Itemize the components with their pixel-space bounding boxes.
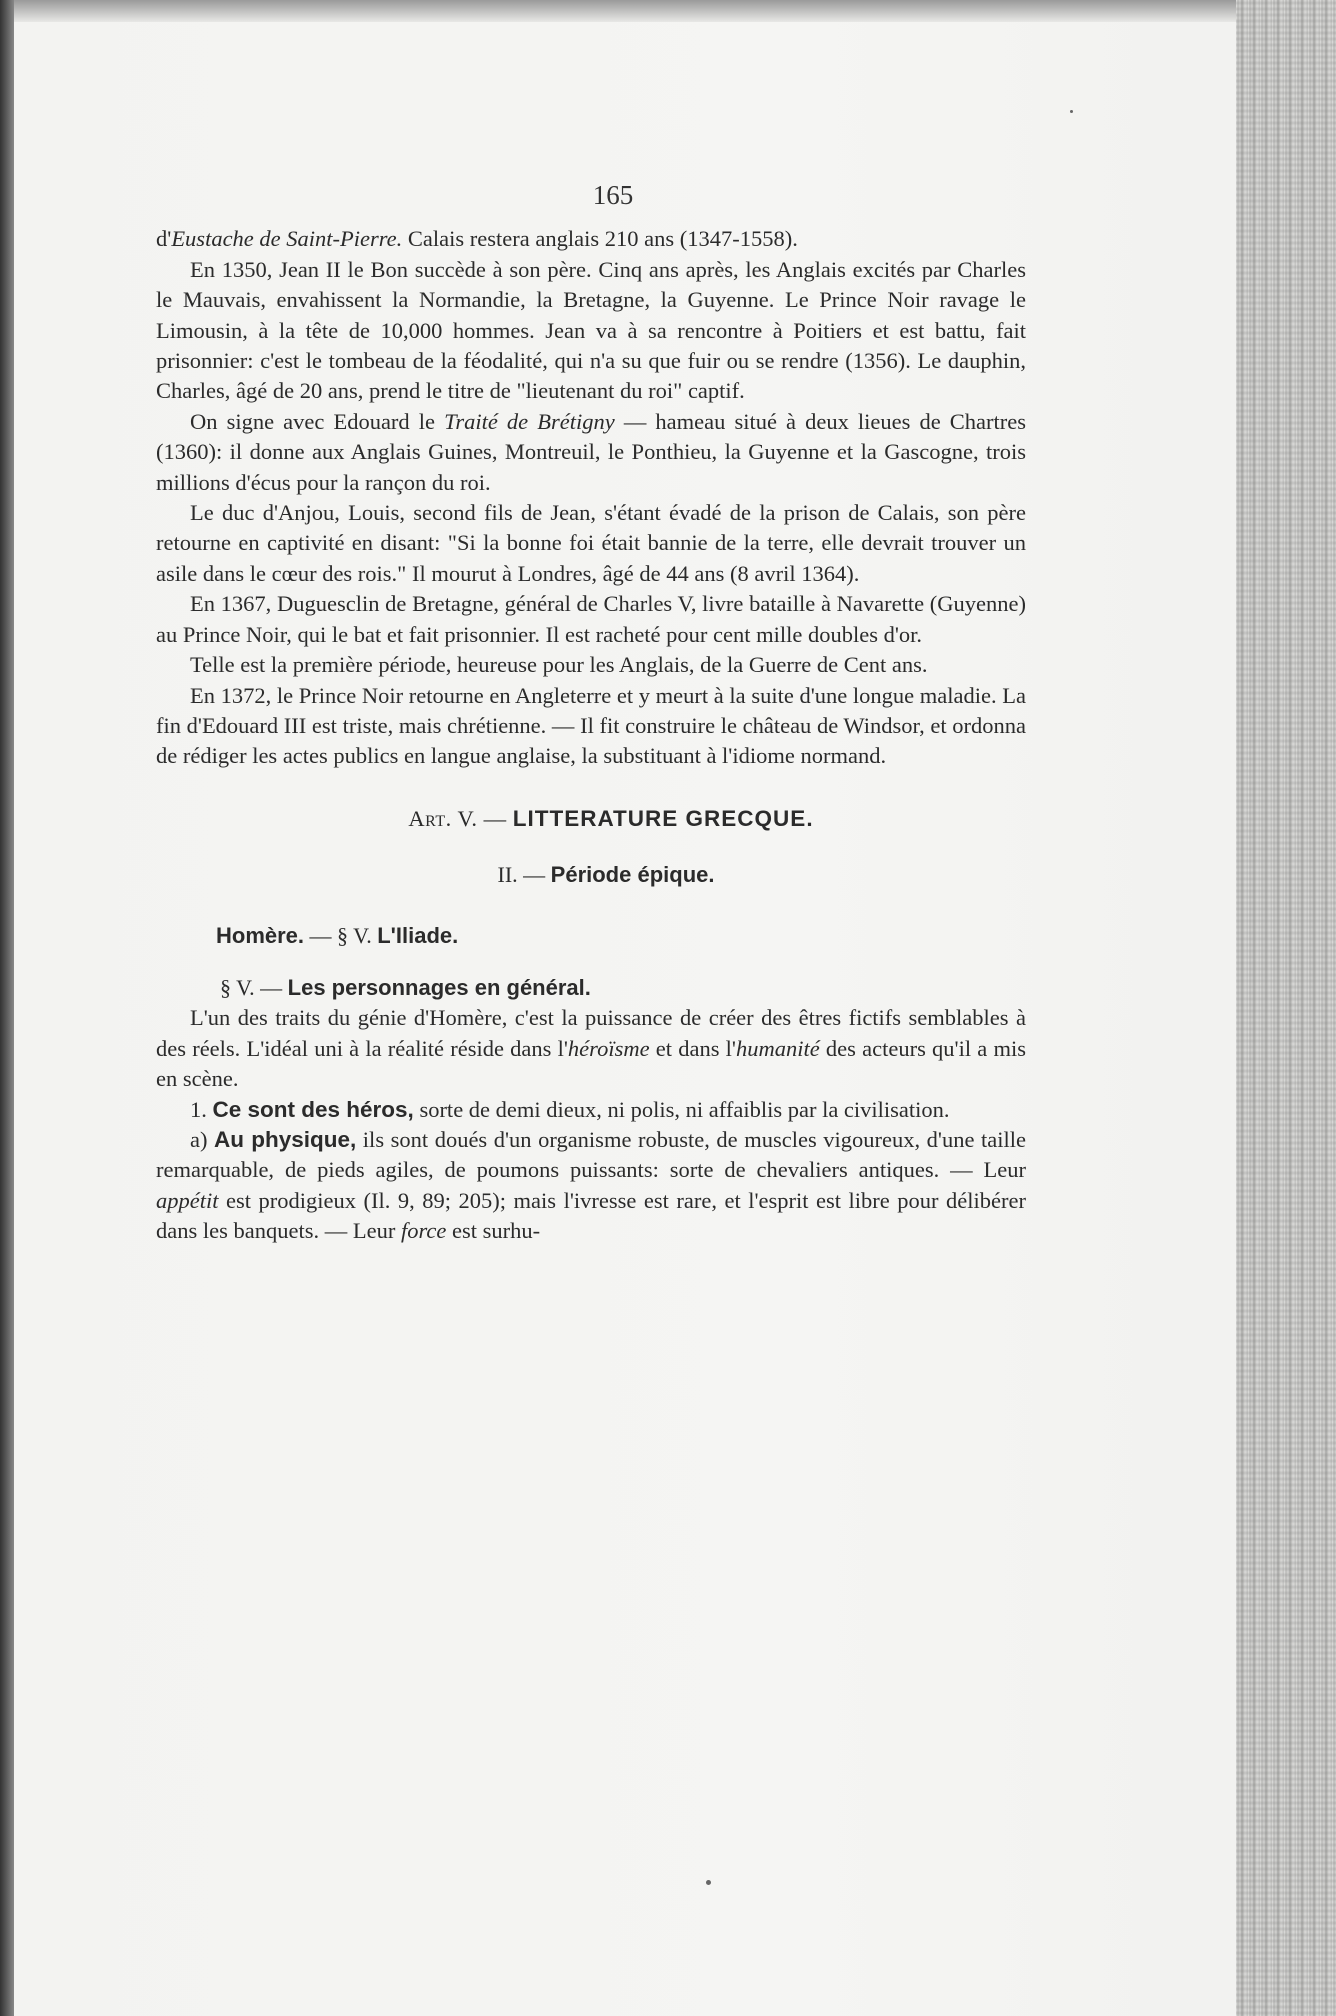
scan-left-edge <box>0 0 14 2016</box>
section-heading-prefix: § V. — <box>220 974 288 1000</box>
paragraph <box>156 498 1026 589</box>
text-run: est surhu- <box>446 1218 541 1244</box>
article-heading <box>156 804 1026 834</box>
period-heading <box>156 860 1026 890</box>
text-run: — hameau situé à deux lieues de Chartres (1360): il donne aux Anglais Guines, Montreuil, le Ponthieu, la Guyenne et la Gascogne, trois millions d'écus pour la rançon du roi. <box>156 408 1027 495</box>
book-page-edges <box>1236 0 1336 2016</box>
homer-heading-name: Homère. <box>216 922 305 948</box>
paragraph <box>156 255 1026 407</box>
text-run: d' <box>156 226 172 252</box>
text-run: Le duc d'Anjou, Louis, second fils de Jean, s'étant évadé de la prison de Calais, son père retourne en captivité en disant: "Si la bonne foi était bannie de la terre, elle devrait trouver un asile dans le cœur des rois." Il mourut à Londres, âgé de 44 ans (8 avril 1364). <box>156 500 1026 586</box>
section-heading-title: Les personnages en général. <box>287 974 591 1000</box>
literature-paragraphs <box>156 1003 1026 1246</box>
italic-run: force <box>400 1218 447 1244</box>
homer-heading-title: L'Iliade. <box>377 922 459 948</box>
paragraph <box>156 589 1026 650</box>
text-run: ils sont doués d'un organisme robuste, de muscles vigoureux, d'une taille remarquable, de pieds agiles, de poumons puissants: sorte de chevaliers antiques. — Leur <box>156 1126 1027 1183</box>
text-run: a) <box>190 1126 215 1152</box>
text-run: sorte de demi dieux, ni polis, ni affaiblis par la civilisation. <box>413 1096 950 1122</box>
scan-speck <box>1070 110 1073 113</box>
paragraph <box>156 1003 1026 1094</box>
history-paragraphs <box>156 224 1026 771</box>
period-heading-prefix: II. — <box>497 862 546 888</box>
homer-heading-sep: — § V. <box>304 922 378 948</box>
scan-top-edge <box>0 0 1336 22</box>
section-heading <box>220 973 1026 1003</box>
italic-run: Traité de Brétigny <box>444 408 615 434</box>
article-heading-prefix: Art. V. — <box>408 805 507 831</box>
paragraph <box>156 681 1026 772</box>
text-run: En 1350, Jean II le Bon succède à son père. Cinq ans après, les Anglais excités par Charles le Mauvais, envahissent la Normandie, la Bretagne, la Guyenne. Le Prince Noir ravage le Limousin, à la tête de 10,000 hommes. Jean va à sa rencontre à Poitiers et est battu, fait prisonnier: c'est le tombeau de la féodalité, qui n'a su que fuir ou se rendre (1356). Le dauphin, Charles, âgé de 20 ans, prend le titre de "lieutenant du roi" captif. <box>156 256 1026 404</box>
text-run: des acteurs qu'il a mis en scène. <box>156 1035 1026 1092</box>
homer-heading <box>216 921 1026 951</box>
page-content <box>156 180 1026 1247</box>
scan-speck <box>706 1880 711 1885</box>
text-run: On signe avec Edouard le <box>190 408 445 434</box>
bold-run: Ce sont des héros, <box>212 1096 414 1122</box>
bold-run: Au physique, <box>214 1126 357 1152</box>
paragraph <box>156 650 1026 680</box>
text-run: En 1372, le Prince Noir retourne en Angleterre et y meurt à la suite d'une longue maladie. La fin d'Edouard III est triste, mais chrétienne. — Il fit construire le château de Windsor, et ordonna de rédiger les actes publics en langue anglaise, la substituant à l'idiome normand. <box>156 682 1026 769</box>
italic-run: humanité <box>735 1035 820 1061</box>
paragraph <box>156 407 1026 498</box>
italic-run: héroïsme <box>567 1035 650 1061</box>
text-run: L'un des traits du génie d'Homère, c'est la puissance de créer des êtres fictifs semblables à des réels. L'idéal uni à la réalité réside dans l' <box>156 1005 1026 1061</box>
page-number: 165 <box>592 180 634 210</box>
text-run: 1. <box>190 1096 213 1122</box>
italic-run: appétit <box>156 1187 219 1213</box>
text-run: En 1367, Duguesclin de Bretagne, général de Charles V, livre bataille à Navarette (Guyenne) au Prince Noir, qui le bat et fait prisonnier. Il est racheté pour cent mille doubles d'or. <box>156 591 1026 647</box>
period-heading-title: Période épique. <box>550 862 715 888</box>
text-run: est prodigieux (Il. 9, 89; 205); mais l'ivresse est rare, et l'esprit est libre pour délibérer dans les banquets. — Leur <box>156 1187 1026 1244</box>
italic-run: Eustache de Saint-Pierre. <box>171 226 403 252</box>
paragraph <box>156 224 1026 254</box>
text-run: Calais restera anglais 210 ans (1347-1558). <box>402 226 798 252</box>
text-run: et dans l' <box>649 1035 736 1061</box>
paragraph <box>156 1095 1026 1125</box>
article-heading-title: LITTERATURE GRECQUE. <box>512 805 814 831</box>
text-run: Telle est la première période, heureuse pour les Anglais, de la Guerre de Cent ans. <box>190 652 928 678</box>
paragraph <box>156 1125 1026 1247</box>
